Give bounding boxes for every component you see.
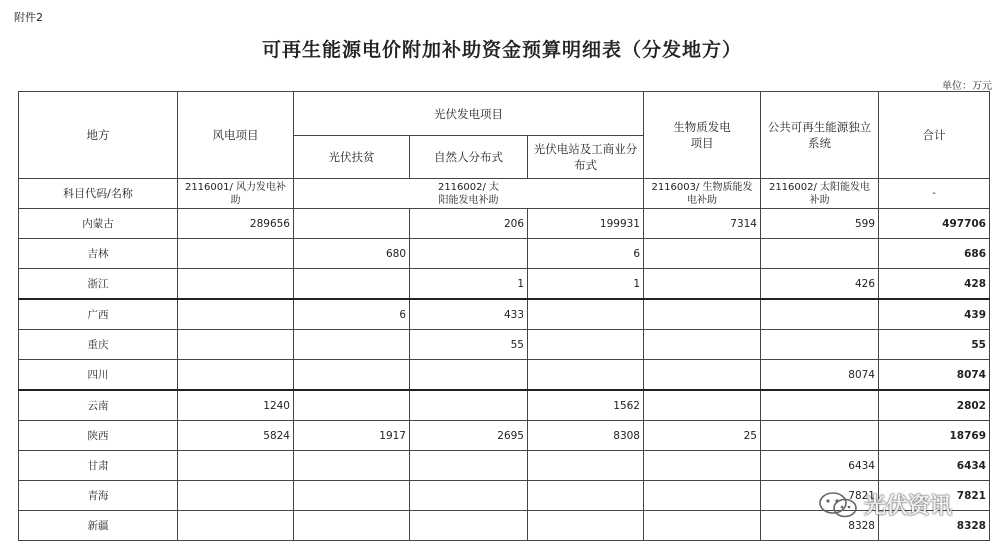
pv-station-cell xyxy=(528,330,644,360)
public-cell xyxy=(761,330,879,360)
table-row xyxy=(19,330,990,360)
wechat-icon xyxy=(818,490,858,520)
wind-cell: 1240 xyxy=(178,390,294,421)
pv-natural-cell xyxy=(410,239,528,269)
pv-station-cell: 199931 xyxy=(528,209,644,239)
table-row xyxy=(19,360,990,391)
wind-cell: 5824 xyxy=(178,421,294,451)
pv-poverty-cell xyxy=(294,209,410,239)
pv-natural-cell xyxy=(410,360,528,391)
public-cell: 8074 xyxy=(761,360,879,391)
table-row xyxy=(19,239,990,269)
header-total: 合计 xyxy=(879,92,990,179)
code-pv: 2116002/ 太阳能发电补助 xyxy=(294,179,644,209)
wind-cell xyxy=(178,451,294,481)
pv-natural-cell: 55 xyxy=(410,330,528,360)
pv-natural-cell xyxy=(410,451,528,481)
public-cell xyxy=(761,299,879,330)
header-biomass: 生物质发电项目 xyxy=(644,92,761,179)
total-cell: 7821 xyxy=(879,481,990,511)
table-row xyxy=(19,451,990,481)
wind-cell xyxy=(178,360,294,391)
pv-poverty-cell: 680 xyxy=(294,239,410,269)
watermark-text: 光伏资讯 xyxy=(864,494,953,519)
pv-natural-cell: 1 xyxy=(410,269,528,300)
pv-station-cell: 1 xyxy=(528,269,644,300)
pv-natural-cell: 433 xyxy=(410,299,528,330)
wind-cell xyxy=(178,511,294,541)
pv-station-cell: 1562 xyxy=(528,390,644,421)
public-cell: 8328 xyxy=(761,511,879,541)
province-cell: 新疆 xyxy=(19,511,178,541)
table-row xyxy=(19,299,990,330)
total-cell: 18769 xyxy=(879,421,990,451)
province-cell: 浙江 xyxy=(19,269,178,300)
province-cell: 重庆 xyxy=(19,330,178,360)
pv-poverty-cell xyxy=(294,330,410,360)
header-pv-poverty: 光伏扶贫 xyxy=(294,136,410,179)
total-cell: 8074 xyxy=(879,360,990,391)
page-title: 可再生能源电价附加补助资金预算明细表（分发地方） xyxy=(261,39,742,61)
biomass-cell: 7314 xyxy=(644,209,761,239)
table-row xyxy=(19,421,990,451)
code-public: 2116002/ 太阳能发电补助 xyxy=(761,179,879,209)
wind-cell xyxy=(178,330,294,360)
province-cell: 内蒙古 xyxy=(19,209,178,239)
biomass-cell xyxy=(644,511,761,541)
total-cell: 6434 xyxy=(879,451,990,481)
pv-natural-cell: 206 xyxy=(410,209,528,239)
province-cell: 甘肃 xyxy=(19,451,178,481)
pv-poverty-cell xyxy=(294,269,410,300)
province-cell: 吉林 xyxy=(19,239,178,269)
biomass-cell: 25 xyxy=(644,421,761,451)
pv-natural-cell xyxy=(410,390,528,421)
public-cell xyxy=(761,421,879,451)
biomass-cell xyxy=(644,269,761,300)
pv-poverty-cell: 6 xyxy=(294,299,410,330)
header-pv-natural: 自然人分布式 xyxy=(410,136,528,179)
public-cell: 6434 xyxy=(761,451,879,481)
province-cell: 广西 xyxy=(19,299,178,330)
pv-station-cell xyxy=(528,451,644,481)
code-total: - xyxy=(879,179,990,209)
header-pv-station: 光伏电站及工商业分布式 xyxy=(528,136,644,179)
province-cell: 青海 xyxy=(19,481,178,511)
pv-poverty-cell: 1917 xyxy=(294,421,410,451)
pv-natural-cell: 2695 xyxy=(410,421,528,451)
header-public: 公共可再生能源独立系统 xyxy=(761,92,879,179)
table-row xyxy=(19,209,990,239)
province-cell: 四川 xyxy=(19,360,178,391)
pv-station-cell: 6 xyxy=(528,239,644,269)
pv-poverty-cell xyxy=(294,360,410,391)
total-cell: 428 xyxy=(879,269,990,300)
watermark xyxy=(818,489,952,520)
wind-cell xyxy=(178,481,294,511)
wind-cell xyxy=(178,239,294,269)
pv-station-cell xyxy=(528,481,644,511)
total-cell: 497706 xyxy=(879,209,990,239)
province-cell: 云南 xyxy=(19,390,178,421)
attachment-label: 附件2 xyxy=(14,11,43,24)
pv-station-cell xyxy=(528,360,644,391)
wind-cell: 289656 xyxy=(178,209,294,239)
biomass-cell xyxy=(644,360,761,391)
biomass-cell xyxy=(644,239,761,269)
pv-natural-cell xyxy=(410,481,528,511)
total-cell: 55 xyxy=(879,330,990,360)
biomass-cell xyxy=(644,481,761,511)
code-label: 科目代码/名称 xyxy=(19,179,178,209)
public-cell xyxy=(761,239,879,269)
unit-label: 单位：万元 xyxy=(942,81,992,92)
province-cell: 陕西 xyxy=(19,421,178,451)
biomass-cell xyxy=(644,299,761,330)
pv-poverty-cell xyxy=(294,511,410,541)
total-cell: 686 xyxy=(879,239,990,269)
header-region: 地方 xyxy=(19,92,178,179)
public-cell: 599 xyxy=(761,209,879,239)
header-wind: 风电项目 xyxy=(178,92,294,179)
total-cell: 2802 xyxy=(879,390,990,421)
pv-poverty-cell xyxy=(294,390,410,421)
table-row xyxy=(19,269,990,300)
pv-station-cell xyxy=(528,299,644,330)
pv-station-cell: 8308 xyxy=(528,421,644,451)
header-pv-group: 光伏发电项目 xyxy=(294,92,644,136)
code-biomass: 2116003/ 生物质能发电补助 xyxy=(644,179,761,209)
pv-station-cell xyxy=(528,511,644,541)
biomass-cell xyxy=(644,451,761,481)
pv-poverty-cell xyxy=(294,451,410,481)
total-cell: 439 xyxy=(879,299,990,330)
budget-table xyxy=(18,91,990,541)
code-wind: 2116001/ 风力发电补助 xyxy=(178,179,294,209)
total-cell: 8328 xyxy=(879,511,990,541)
public-cell: 426 xyxy=(761,269,879,300)
table-row xyxy=(19,390,990,421)
public-cell: 7821 xyxy=(761,481,879,511)
biomass-cell xyxy=(644,330,761,360)
wind-cell xyxy=(178,299,294,330)
pv-poverty-cell xyxy=(294,481,410,511)
biomass-cell xyxy=(644,390,761,421)
pv-natural-cell xyxy=(410,511,528,541)
public-cell xyxy=(761,390,879,421)
wind-cell xyxy=(178,269,294,300)
